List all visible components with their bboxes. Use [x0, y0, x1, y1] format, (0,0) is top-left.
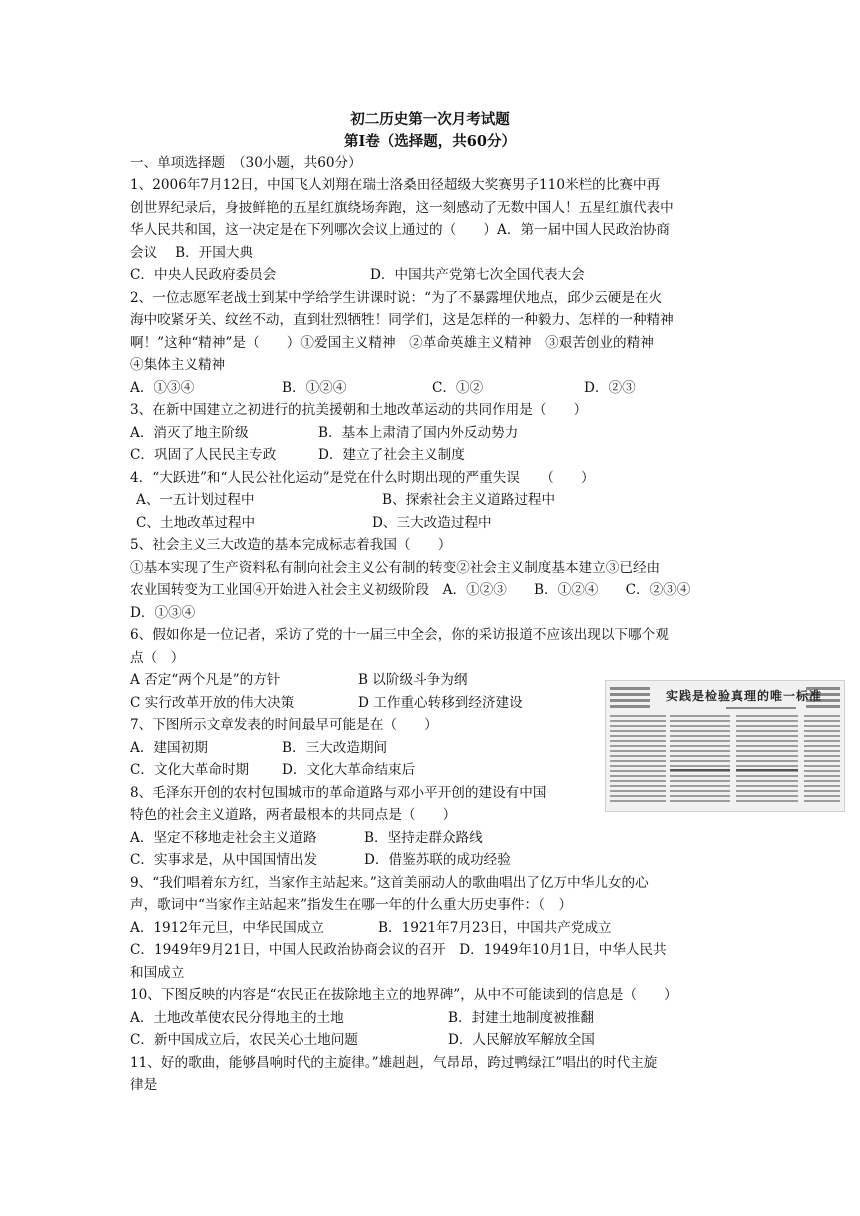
- question-2-line-3: 啊！”这种“精神”是（ ）①爱国主义精神 ②革命英雄主义精神 ③艰苦创业的精神: [130, 335, 654, 351]
- question-6-option-b: B 以阶级斗争为纲: [358, 672, 468, 688]
- question-9-option-cd: C．1949年9月21日，中国人民政治协商会议的召开 D．1949年10月1日，中华人民共: [130, 942, 667, 958]
- question-2-line-1: 2、一位志愿军老战士到某中学给学生讲课时说：“为了不暴露埋伏地点，邱少云硬是在火: [130, 290, 663, 306]
- section-title: 第Ⅰ卷（选择题，共60分）: [344, 133, 516, 150]
- question-10-option-c: C．新中国成立后，农民关心土地问题: [130, 1032, 358, 1048]
- question-10-stem: 10、下图反映的内容是“农民正在拔除地主立的地界碑”，从中不可能读到的信息是（ ）: [130, 987, 678, 1003]
- question-1-line-4: 会议 B．开国大典: [130, 245, 254, 261]
- question-2-option-c: C．①②: [432, 380, 484, 396]
- question-8-option-b: B．坚持走群众路线: [364, 830, 483, 846]
- question-2-line-4: ④集体主义精神: [130, 357, 226, 373]
- question-5-line-2: ①基本实现了生产资料私有制向社会主义公有制的转变②社会主义制度基本建立③已经由: [130, 560, 661, 576]
- question-11-line-2: 律是: [130, 1077, 158, 1093]
- question-6-line-2: 点（ ）: [130, 650, 185, 666]
- question-8-line-2: 特色的社会主义道路，两者最根本的共同点是（ ）: [130, 807, 457, 823]
- question-10-option-a: A．土地改革使农民分得地主的土地: [130, 1010, 344, 1026]
- question-6-option-a: A 否定“两个凡是”的方针: [130, 672, 281, 688]
- question-7-option-d: D．文化大革命结束后: [282, 762, 416, 778]
- question-6-option-d: D 工作重心转移到经济建设: [358, 695, 523, 711]
- newspaper-clipping-image: [605, 680, 845, 812]
- question-1-option-d: D．中国共产党第七次全国代表大会: [370, 267, 585, 283]
- question-4-option-b: B、探索社会主义道路过程中: [382, 492, 556, 508]
- question-3-option-c: C．巩固了人民民主专政: [130, 447, 277, 463]
- question-8-option-c: C．实事求是，从中国国情出发: [130, 852, 318, 868]
- question-10-option-d: D．人民解放军解放全国: [448, 1032, 595, 1048]
- question-1-line-3: 华人民共和国，这一决定是在下列哪次会议上通过的（ ）A．第一届中国人民政治协商: [130, 222, 670, 238]
- question-1-line-2: 创世界纪录后，身披鲜艳的五星红旗绕场奔跑，这一刻感动了无数中国人！五星红旗代表中: [130, 200, 674, 216]
- question-2-line-2: 海中咬紧牙关、纹丝不动，直到壮烈牺牲！同学们，这是怎样的一种毅力、怎样的一种精神: [130, 312, 674, 328]
- question-2-option-b: B．①②④: [282, 380, 347, 396]
- question-5-line-3: 农业国转变为工业国④开始进入社会主义初级阶段 A．①②③ B．①②④ C．②③④: [130, 582, 691, 598]
- question-3-option-b: B．基本上肃清了国内外反动势力: [318, 425, 519, 441]
- question-5-option-d: D．①③④: [130, 605, 196, 621]
- question-7-option-a: A．建国初期: [130, 740, 208, 756]
- question-7-option-c: C．文化大革命时期: [130, 762, 250, 778]
- question-2-option-a: A．①③④: [130, 380, 195, 396]
- exam-title: 初二历史第一次月考试题: [350, 111, 510, 128]
- question-9-option-d-cont: 和国成立: [130, 965, 185, 981]
- question-6-line-1: 6、假如你是一位记者，采访了党的十一届三中全会，你的采访报道不应该出现以下哪个观: [130, 627, 669, 643]
- question-2-option-d: D．②③: [584, 380, 636, 396]
- question-9-option-a: A．1912年元旦，中华民国成立: [130, 920, 324, 936]
- question-9-line-1: 9、“我们唱着东方红，当家作主站起来。”这首美丽动人的歌曲唱出了亿万中华儿女的心: [130, 875, 649, 891]
- question-3-stem: 3、在新中国建立之初进行的抗美援朝和土地改革运动的共同作用是（ ）: [130, 402, 588, 418]
- question-4-option-c: C、土地改革过程中: [136, 515, 256, 531]
- question-6-option-c: C 实行改革开放的伟大决策: [130, 695, 295, 711]
- question-5-stem: 5、社会主义三大改造的基本完成标志着我国（ ）: [130, 537, 452, 553]
- question-7-option-b: B．三大改造期间: [282, 740, 388, 756]
- question-4-option-a: A、一五计划过程中: [136, 492, 255, 508]
- question-9-option-b: B．1921年7月23日，中国共产党成立: [378, 920, 612, 936]
- question-3-option-d: D．建立了社会主义制度: [318, 447, 465, 463]
- question-7-stem: 7、下图所示文章发表的时间最早可能是在（ ）: [130, 717, 438, 733]
- question-8-line-1: 8、毛泽东开创的农村包围城市的革命道路与邓小平开创的建设有中国: [130, 785, 547, 801]
- question-8-option-d: D．借鉴苏联的成功经验: [364, 852, 511, 868]
- question-10-option-b: B．封建土地制度被推翻: [448, 1010, 594, 1026]
- question-1-option-c: C．中央人民政府委员会: [130, 267, 277, 283]
- question-4-stem: 4．“大跃进”和“人民公社化运动”是党在什么时期出现的严重失误 （ ）: [130, 470, 595, 486]
- question-1-line-1: 1、2006年7月12日，中国飞人刘翔在瑞士洛桑田径超级大奖赛男子110米栏的比赛中再: [130, 177, 661, 193]
- question-11-line-1: 11、好的歌曲，能够昌响时代的主旋律。”雄赳赳，气昂昂，跨过鸭绿江”唱出的时代主旋: [130, 1055, 658, 1071]
- question-4-option-d: D、三大改造过程中: [372, 515, 492, 531]
- newspaper-headline: 实践是检验真理的唯一标准: [666, 689, 823, 703]
- section-heading: 一、单项选择题 （30小题，共60分）: [130, 155, 362, 171]
- question-9-line-2: 声，歌词中“当家作主站起来”指发生在哪一年的什么重大历史事件：（ ）: [130, 897, 573, 913]
- question-3-option-a: A．消灭了地主阶级: [130, 425, 249, 441]
- question-8-option-a: A．坚定不移地走社会主义道路: [130, 830, 317, 846]
